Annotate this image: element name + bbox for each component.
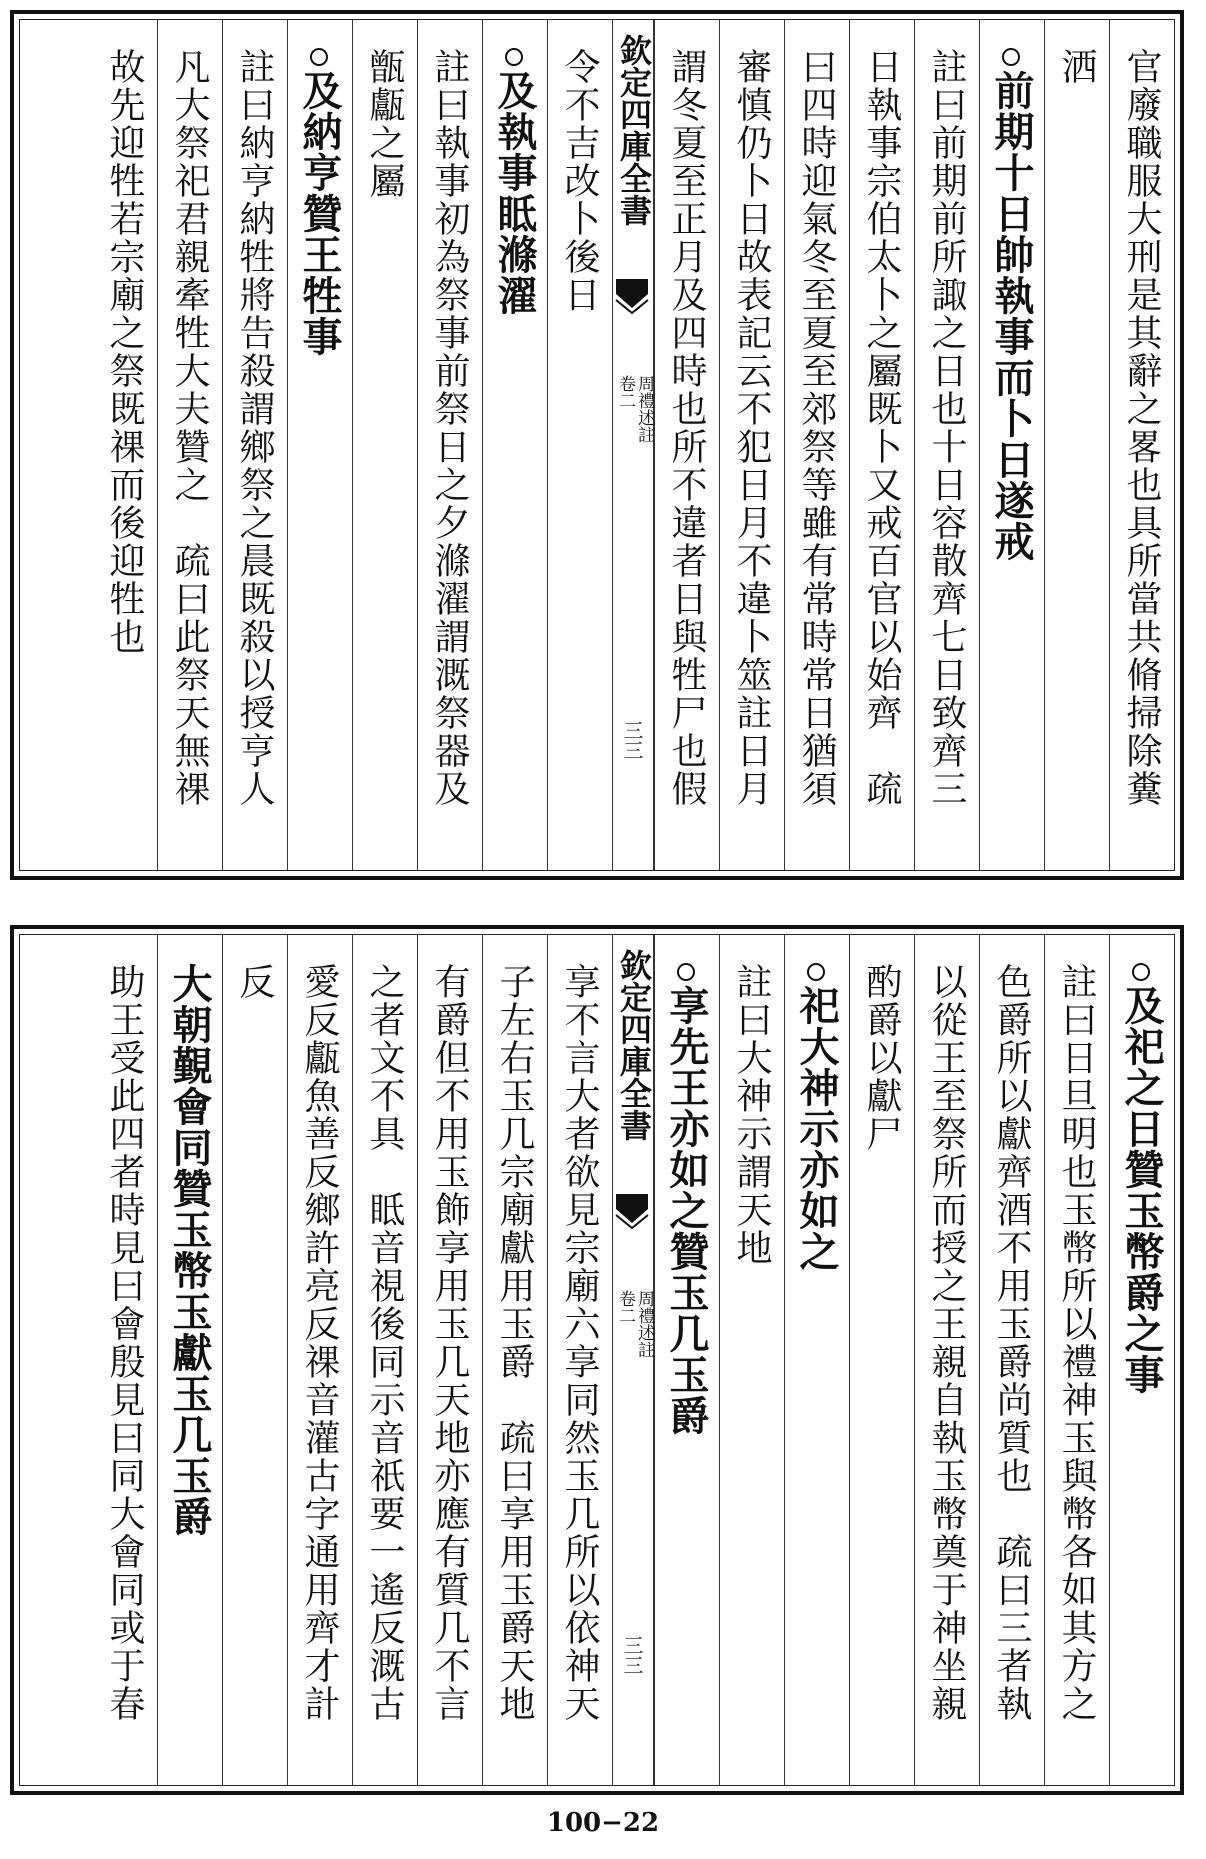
bottom-page-frame bbox=[19, 934, 1175, 1786]
body-text: 註曰執事初為祭事前祭日之夕滌濯謂溉祭器及 bbox=[429, 48, 470, 808]
body-text: 曰四時迎氣冬至夏至郊祭等雖有常時常日猶須 bbox=[796, 48, 837, 808]
body-text: 凡大祭祀君親牽牲大夫贊之 疏曰此祭天無祼 bbox=[169, 48, 210, 808]
body-text: 有爵但不用玉飾享用玉几天地亦應有質几不言 bbox=[429, 963, 470, 1723]
body-text: 以從王至祭所而授之王親自執玉幣奠于神坐親 bbox=[926, 963, 967, 1723]
fishtail-mark-icon bbox=[615, 1193, 649, 1229]
heading-text: 及祀之日贊玉幣爵之事 bbox=[1118, 985, 1165, 1395]
heading-text: 前期十日帥執事而卜日遂戒 bbox=[988, 70, 1035, 562]
band-book-title: 欽定四庫全書 bbox=[615, 949, 653, 1141]
body-text: 反 bbox=[234, 963, 275, 1001]
text-column bbox=[654, 935, 719, 1785]
circle-marker-icon bbox=[807, 963, 825, 981]
body-text: 謂冬夏至正月及四時也所不違者日與牲尸也假 bbox=[666, 48, 707, 808]
body-text: 洒 bbox=[1056, 48, 1097, 86]
text-column bbox=[547, 935, 612, 1785]
text-column bbox=[719, 935, 784, 1785]
text-column bbox=[547, 20, 612, 870]
body-text: 助王受此四者時見曰會殷見曰同大會同或于春 bbox=[104, 963, 145, 1723]
text-column bbox=[849, 935, 914, 1785]
body-text: 故先迎牲若宗廟之祭既祼而後迎牲也 bbox=[104, 48, 145, 656]
top-page-panel bbox=[10, 10, 1184, 880]
text-column bbox=[287, 935, 352, 1785]
body-text: 愛反甗魚善反鄉許亮反祼音灌古字通用齊才計 bbox=[299, 963, 340, 1723]
text-column bbox=[92, 20, 157, 870]
center-fold-band bbox=[612, 935, 654, 1785]
heading-text: 及納亨贊王牲事 bbox=[296, 70, 343, 357]
body-text: 之者文不具 眡音視後同示音祇要一遙反溉古 bbox=[364, 963, 405, 1723]
text-column bbox=[1109, 20, 1174, 870]
text-column bbox=[914, 935, 979, 1785]
text-column bbox=[719, 20, 784, 870]
text-column bbox=[157, 935, 222, 1785]
circle-marker-icon bbox=[310, 48, 328, 66]
page-number: 100−22 bbox=[546, 1808, 660, 1838]
circle-marker-icon bbox=[1002, 48, 1020, 66]
band-book-title: 欽定四庫全書 bbox=[615, 34, 653, 226]
heading-text: 大朝覲會同贊玉幣玉獻玉几玉爵 bbox=[166, 963, 213, 1537]
text-column bbox=[654, 20, 719, 870]
circle-marker-icon bbox=[677, 963, 695, 981]
text-column bbox=[784, 935, 849, 1785]
heading-text: 祀大神示亦如之 bbox=[793, 985, 840, 1272]
body-text: 審慎仍卜日故表記云不犯日月不違卜筮註日月 bbox=[731, 48, 772, 808]
band-chapter-label: 周禮述註 卷二 bbox=[615, 1290, 654, 1358]
text-column bbox=[482, 935, 547, 1785]
text-column bbox=[92, 935, 157, 1785]
text-column bbox=[352, 20, 417, 870]
bottom-page-panel bbox=[10, 925, 1184, 1795]
text-column bbox=[352, 935, 417, 1785]
text-column bbox=[482, 20, 547, 870]
fishtail-mark-icon bbox=[615, 278, 649, 314]
body-text: 官廢職服大刑是其辭之畧也具所當共脩掃除糞 bbox=[1121, 48, 1162, 808]
top-page-frame bbox=[19, 19, 1175, 871]
circle-marker-icon bbox=[505, 48, 523, 66]
body-text: 色爵所以獻齊酒不用玉爵尚質也 疏曰三者執 bbox=[991, 963, 1032, 1723]
text-column bbox=[157, 20, 222, 870]
text-column bbox=[784, 20, 849, 870]
band-folio-number: 三三 bbox=[620, 720, 644, 760]
text-column bbox=[1109, 935, 1174, 1785]
text-column bbox=[979, 935, 1044, 1785]
body-text: 註曰前期前所諏之日也十日容散齊七日致齊三 bbox=[926, 48, 967, 808]
body-text: 酌爵以獻尸 bbox=[861, 963, 902, 1153]
body-text: 註曰大神示謂天地 bbox=[731, 963, 772, 1267]
text-column bbox=[914, 20, 979, 870]
center-fold-band bbox=[612, 20, 654, 870]
text-column bbox=[1044, 935, 1109, 1785]
text-column bbox=[417, 935, 482, 1785]
text-column bbox=[287, 20, 352, 870]
text-column bbox=[222, 935, 287, 1785]
text-column bbox=[1044, 20, 1109, 870]
body-text: 甑甗之屬 bbox=[364, 48, 405, 200]
heading-text: 享先王亦如之贊玉几玉爵 bbox=[663, 985, 710, 1436]
text-column bbox=[979, 20, 1044, 870]
band-chapter-label: 周禮述註 卷二 bbox=[615, 375, 654, 443]
text-column bbox=[222, 20, 287, 870]
band-folio-number: 三三 bbox=[620, 1635, 644, 1675]
body-text: 享不言大者欲見宗廟六享同然玉几所以依神天 bbox=[559, 963, 600, 1723]
text-column bbox=[849, 20, 914, 870]
body-text: 日執事宗伯太卜之屬既卜又戒百官以始齊 疏 bbox=[861, 48, 902, 808]
text-column bbox=[417, 20, 482, 870]
body-text: 令不吉改卜後日 bbox=[559, 48, 600, 314]
body-text: 子左右玉几宗廟獻用玉爵 疏曰享用玉爵天地 bbox=[494, 963, 535, 1723]
body-text: 註曰日旦明也玉幣所以禮神玉與幣各如其方之 bbox=[1056, 963, 1097, 1723]
circle-marker-icon bbox=[1132, 963, 1150, 981]
body-text: 註曰納亨納牲將告殺謂鄉祭之晨既殺以授亨人 bbox=[234, 48, 275, 808]
heading-text: 及執事眡滌濯 bbox=[491, 70, 538, 316]
